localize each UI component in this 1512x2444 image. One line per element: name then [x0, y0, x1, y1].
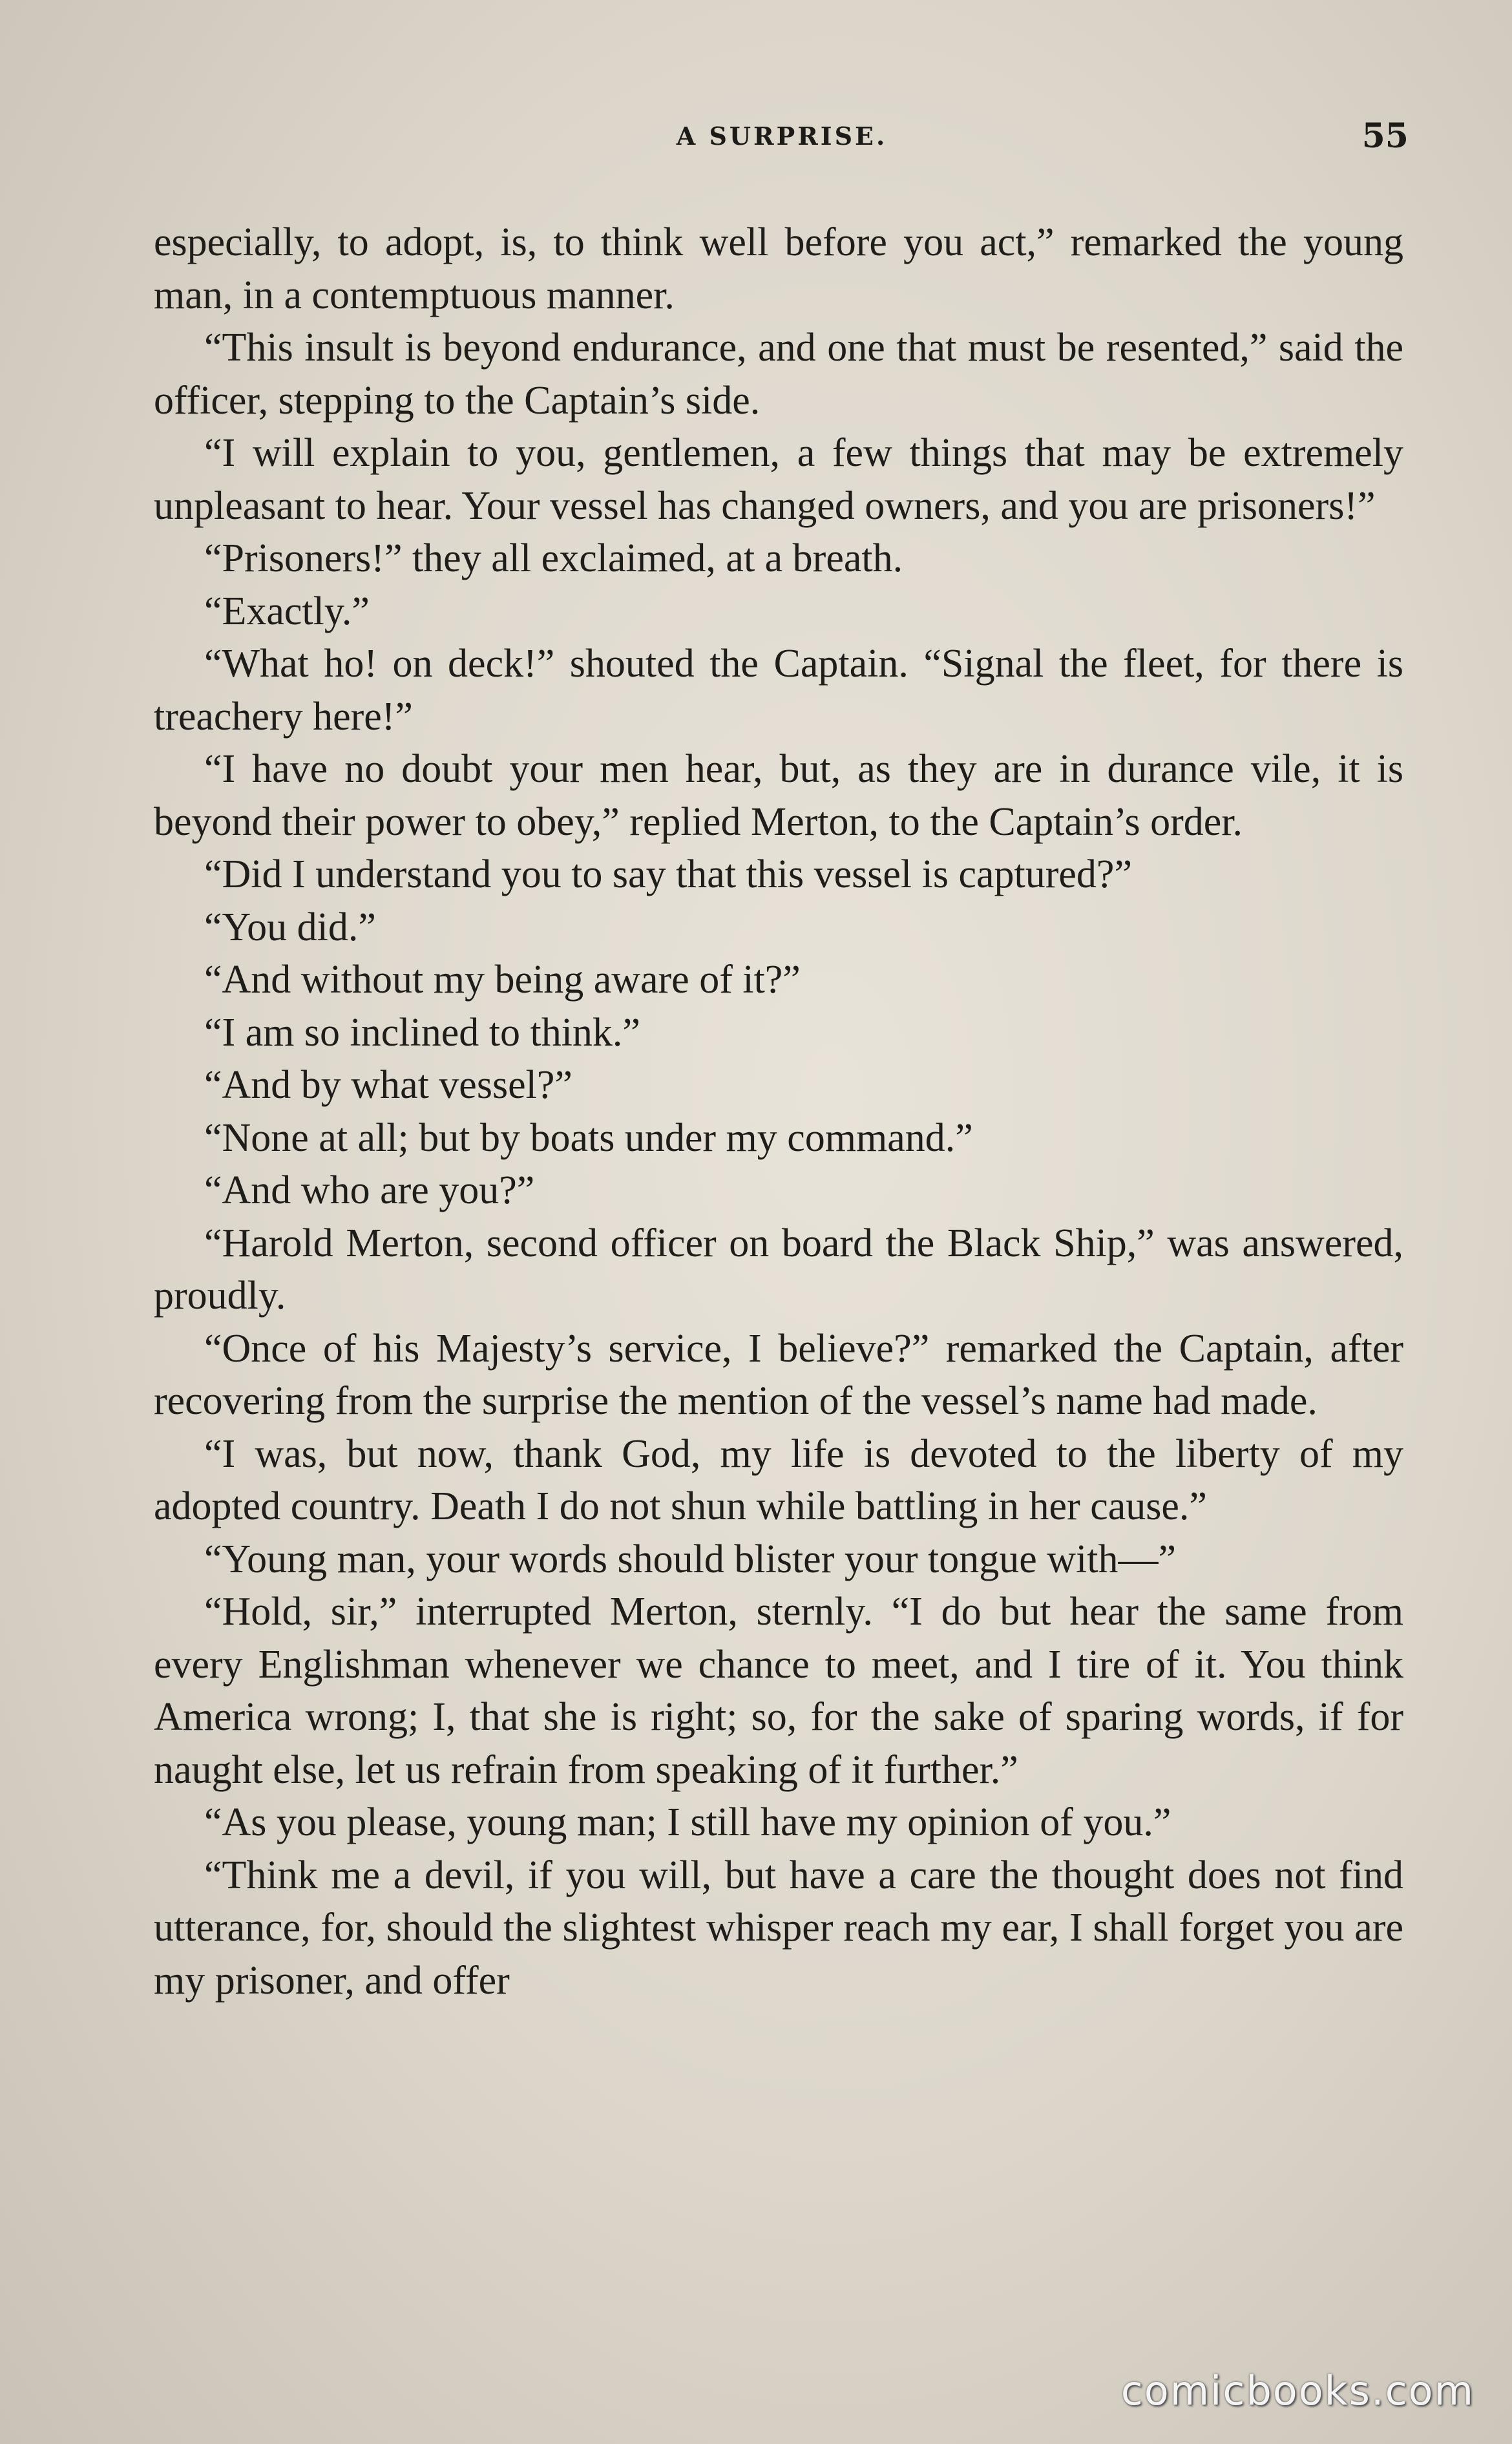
paragraph: “Prisoners!” they all exclaimed, at a breath. — [204, 536, 903, 580]
paragraph: “Exactly.” — [204, 589, 370, 633]
watermark: comicbooks.com — [1120, 2367, 1475, 2414]
paragraph: “I will explain to you, gentlemen, a few things that may be extremely unpleasant to hear. Your vessel has changed owners, and you are prisoners!” — [154, 431, 1403, 528]
paragraph: “This insult is beyond endurance, and one that must be resented,” said the officer, stepping to the Captain’s side. — [154, 326, 1403, 423]
paragraph: “Think me a devil, if you will, but have a care the thought does not find utterance, for, should the slightest whisper reach my ear, I shall forget you are my prisoner, and offer — [154, 1853, 1403, 2003]
paragraph: “And without my being aware of it?” — [204, 958, 801, 1002]
paragraph: “What ho! on deck!” shouted the Captain. “Signal the fleet, for there is treachery here!” — [154, 642, 1403, 739]
paragraph: “I was, but now, thank God, my life is devoted to the liberty of my adopted country. Death I do not shun while battling in her cause.” — [154, 1431, 1403, 1528]
running-head: A SURPRISE. — [676, 121, 888, 151]
paragraph: “Young man, your words should blister your tongue with—” — [204, 1537, 1176, 1581]
paragraph: “I have no doubt your men hear, but, as they are in durance vile, it is beyond their power to obey,” replied Merton, to the Captain’s order. — [154, 747, 1403, 844]
paragraph: “Harold Merton, second officer on board the Black Ship,” was answered, proudly. — [154, 1221, 1403, 1318]
page-header — [155, 116, 1409, 168]
paragraph: “And by what vessel?” — [204, 1063, 572, 1107]
page-number: 55 — [1361, 116, 1409, 156]
paragraph: especially, to adopt, is, to think well before you act,” remarked the young man, in a contemptuous manner. — [154, 220, 1403, 317]
paragraph: “Hold, sir,” interrupted Merton, sternly. “I do but hear the same from every Englishman whenever we chance to meet, and I tire of it. You think America wrong; I, that she is right; so, for the sake of sparing words, if for naught else, let us refrain from speaking of it further.” — [154, 1590, 1403, 1792]
body-text — [154, 216, 1403, 2007]
paragraph: “None at all; but by boats under my command.” — [204, 1115, 973, 1160]
paragraph: “As you please, young man; I still have my opinion of you.” — [204, 1800, 1171, 1844]
paragraph: “Once of his Majesty’s service, I believe?” remarked the Captain, after recovering from the surprise the mention of the vessel’s name had made. — [154, 1326, 1403, 1423]
paragraph: “And who are you?” — [204, 1168, 535, 1212]
paragraph: “Did I understand you to say that this vessel is captured?” — [204, 852, 1132, 896]
paragraph: “You did.” — [204, 905, 376, 949]
paragraph: “I am so inclined to think.” — [204, 1010, 640, 1055]
